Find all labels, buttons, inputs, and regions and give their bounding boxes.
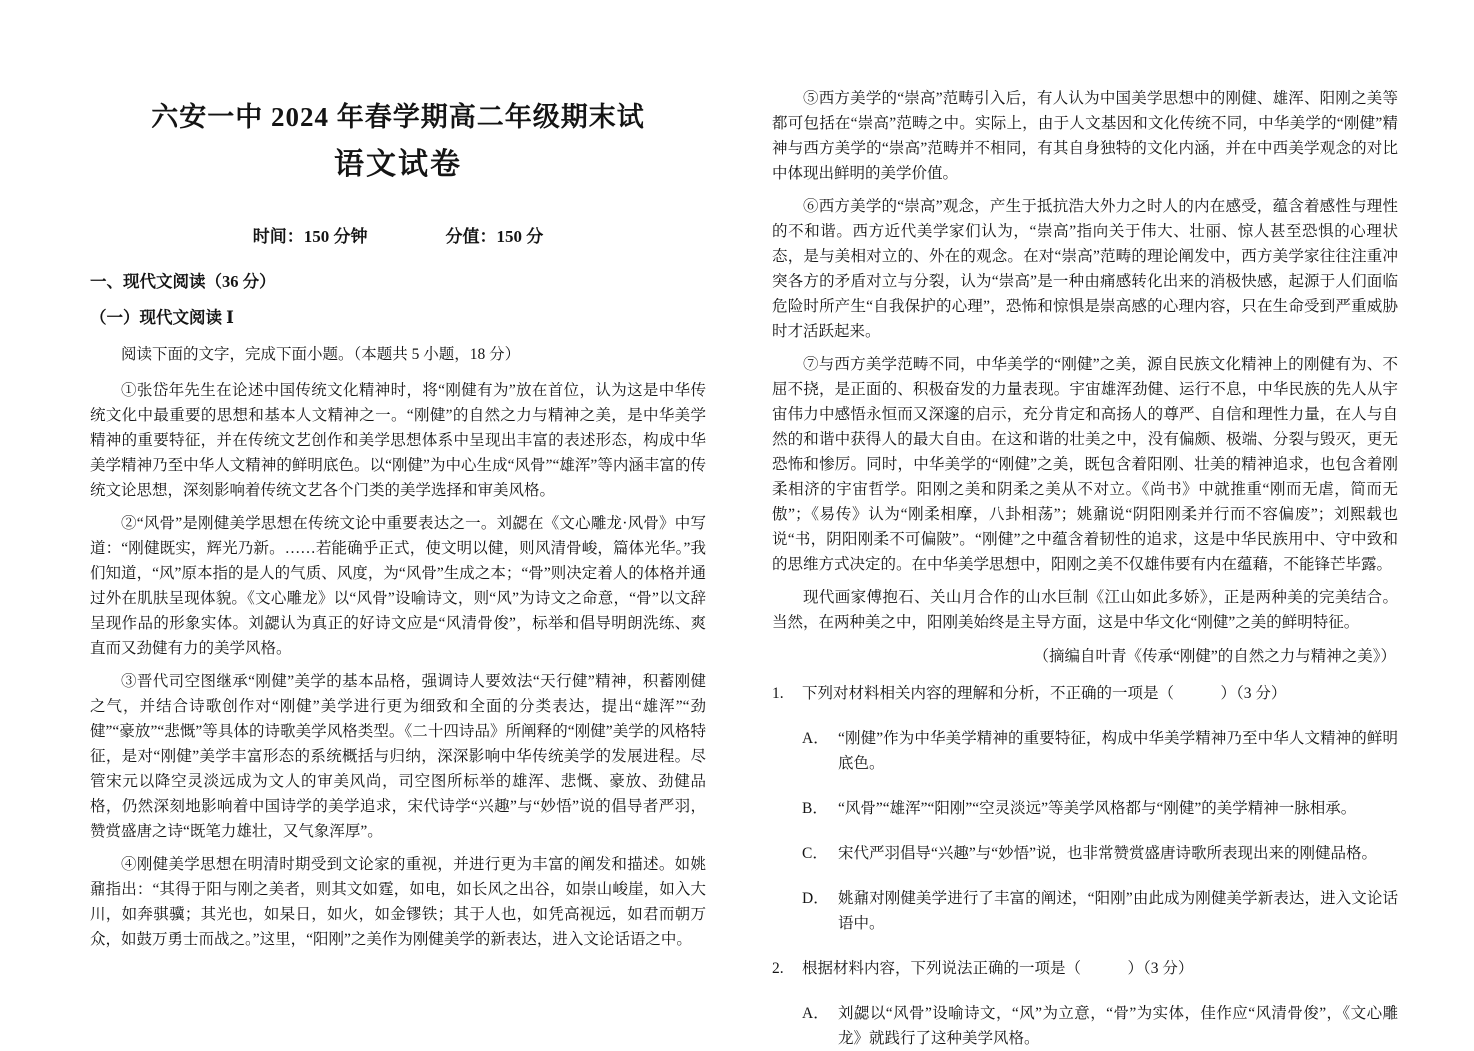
option-d-text: 姚鼐对刚健美学进行了丰富的阐述，“阳刚”由此成为刚健美学新表达，进入文论话语中。 xyxy=(838,890,1398,932)
question-1 xyxy=(772,681,1398,936)
passage-paragraph-6: ⑥西方美学的“崇高”观念，产生于抵抗浩大外力之时人的内在感受，蕴含着感性与理性的不和谐。西方近代美学家们认为，“崇高”指向关于伟大、壮丽、惊人甚至恐惧的心理状态，是与美相对立的、外在的观念。在对“崇高”范畴的理论阐发中，西方美学家往往注重冲突各方的矛盾对立与分裂，认为“崇高”是一种由痛感转化出来的消极快感，起源于人们面临危险时所产生“自我保护的心理”，恐怖和惊惧是崇高感的心理内容，只在生命受到严重威胁时才活跃起来。 xyxy=(772,198,1398,340)
passage-paragraph-1: ①张岱年先生在论述中国传统文化精神时，将“刚健有为”放在首位，认为这是中华传统文化中最重要的思想和基本人文精神之一。“刚健”的自然之力与精神之美，是中华美学精神的重要特征，并在传统文艺创作和美学思想体系中呈现出丰富的表述形态，构成中华美学精神乃至中华人文精神的鲜明底色。以“刚健”为中心生成“风骨”“雄浑”等内涵丰富的传统文论思想，深刻影响着传统文艺各个门类的美学选择和审美风格。 xyxy=(90,382,706,499)
question-1-stem xyxy=(772,681,1398,706)
passage-instruction: 阅读下面的文字，完成下面小题。（本题共 5 小题，18 分） xyxy=(121,346,521,363)
passage-paragraph-4: ④刚健美学思想在明清时期受到文论家的重视，并进行更为丰富的阐发和描述。如姚鼐指出：“其得于阳与刚之美者，则其文如霆，如电，如长风之出谷，如崇山峻崖，如入大川，如奔骐骥；其光也，如杲日，如火，如金镠铁；其于人也，如凭高视远，如君而朝万众，如鼓万勇士而战之。”这里，“阳刚”之美作为刚健美学的新表达，进入文论话语之中。 xyxy=(90,856,706,948)
question-2-stem xyxy=(772,956,1398,981)
passage-paragraph-7: ⑦与西方美学范畴不同，中华美学的“刚健”之美，源自民族文化精神上的刚健有为、不屈不挠，是正面的、积极奋发的力量表现。宇宙雄浑劲健、运行不息，中华民族的先人从宇宙伟力中感悟永恒而又深邃的启示，充分肯定和高扬人的尊严、自信和理性力量，在人与自然的和谐中获得人的最大自由。在这和谐的壮美之中，没有偏颇、极端、分裂与毁灭，更无恐怖和惨厉。同时，中华美学的“刚健”之美，既包含着阳刚、壮美的精神追求，也包含着刚柔相济的宇宙哲学。阳刚之美和阴柔之美从不对立。《尚书》中就推重“刚而无虐，简而无傲”；《易传》认为“刚柔相摩，八卦相荡”；姚鼐说“阴阳刚柔并行而不容偏废”；刘熙载也说“书，阴阳刚柔不可偏陂”。“刚健”之中蕴含着韧性的追求，这是中华民族用中、守中致和的思维方式决定的。在中华美学思想中，阳刚之美不仅雄伟要有内在蕴藉，不能锋芒毕露。 xyxy=(772,356,1398,573)
option-b-label: B． xyxy=(802,800,828,817)
subsection-heading: （一）现代文阅读 Ⅰ xyxy=(90,308,234,327)
option-a-label: A． xyxy=(802,1005,829,1022)
option-c-text: 宋代严羽倡导“兴趣”与“妙悟”说，也非常赞赏盛唐诗歌所表现出来的刚健品格。 xyxy=(838,845,1378,862)
exam-meta-row xyxy=(90,222,706,247)
passage-paragraph-2: ②“风骨”是刚健美学思想在传统文论中重要表达之一。刘勰在《文心雕龙·风骨》中写道：“刚健既实，辉光乃新。……若能确乎正式，使文明以健，则风清骨峻，篇体光华。”我们知道，“风”原本指的是人的气质、风度，为“风骨”生成之本；“骨”则决定着人的体格并通过外在肌肤呈现体貌。《文心雕龙》以“风骨”设喻诗文，则“风”为诗文之命意，“骨”以文辞呈现作品的形象实体。刘勰认为真正的好诗文应是“风清骨俊”，标举和倡导明朗洗练、爽直而又劲健有力的美学风格。 xyxy=(90,515,706,657)
question-1-option-d xyxy=(802,886,1398,936)
passage-attribution: （摘编自叶青《传承“刚健”的自然之力与精神之美》） xyxy=(1033,648,1396,665)
exam-duration: 时间：150 分钟 xyxy=(252,227,368,246)
right-column xyxy=(772,76,1398,1051)
passage-paragraph-3: ③晋代司空图继承“刚健”美学的基本品格，强调诗人要效法“天行健”精神，积蓄刚健之气，并结合诗歌创作对“刚健”美学进行更为细致和全面的分类表达，提出“雄浑”“劲健”“豪放”“悲慨”等具体的诗歌美学风格类型。《二十四诗品》所阐释的“刚健”美学的风格特征，是对“刚健”美学丰富形态的系统概括与归纳，深深影响中华传统美学的发展进程。尽管宋元以降空灵淡远成为文人的审美风尚，司空图所标举的雄浑、悲慨、豪放、劲健品格，仍然深刻地影响着中国诗学的美学追求，宋代诗学“兴趣”与“妙悟”说的倡导者严羽，赞赏盛唐之诗“既笔力雄壮，又气象浑厚”。 xyxy=(90,673,706,840)
question-2-text: 根据材料内容，下列说法正确的一项是（ ）（3 分） xyxy=(802,960,1194,977)
option-a-label: A． xyxy=(802,730,829,747)
exam-title: 六安一中 2024 年春学期高二年级期末试 xyxy=(151,102,645,132)
option-c-label: C． xyxy=(802,845,828,862)
question-1-option-a xyxy=(802,726,1398,776)
option-a-text: “刚健”作为中华美学精神的重要特征，构成中华美学精神乃至中华人文精神的鲜明底色。 xyxy=(838,730,1398,772)
passage-paragraph-5: ⑤西方美学的“崇高”范畴引入后，有人认为中国美学思想中的刚健、雄浑、阳刚之美等都可包括在“崇高”范畴之中。实际上，由于人文基因和文化传统不同，中华美学的“刚健”精神与西方美学的“崇高”范畴并不相同，有其自身独特的文化内涵，并在中西美学观念的对比中体现出鲜明的美学价值。 xyxy=(772,90,1398,182)
section-heading: 一、现代文阅读（36 分） xyxy=(90,272,276,291)
left-column xyxy=(90,76,706,1051)
question-1-option-b xyxy=(802,796,1398,821)
question-2 xyxy=(772,956,1398,1051)
question-1-text: 下列对材料相关内容的理解和分析，不正确的一项是（ ）（3 分） xyxy=(802,685,1287,702)
exam-total-score: 分值：150 分 xyxy=(445,227,544,246)
option-b-text: “风骨”“雄浑”“阳刚”“空灵淡远”等美学风格都与“刚健”的美学精神一脉相承。 xyxy=(838,800,1357,817)
option-d-label: D． xyxy=(802,890,829,907)
question-1-option-c xyxy=(802,841,1398,866)
question-1-number: 1. xyxy=(772,685,784,702)
exam-subtitle: 语文试卷 xyxy=(334,148,462,181)
option-a-text: 刘勰以“风骨”设喻诗文，“风”为立意，“骨”为实体，佳作应“风清骨俊”，《文心雕龙》就践行了这种美学风格。 xyxy=(838,1005,1398,1047)
question-2-number: 2. xyxy=(772,960,784,977)
passage-paragraph-8: 现代画家傅抱石、关山月合作的山水巨制《江山如此多娇》，正是两种美的完美结合。当然，在两种美之中，阳刚美始终是主导方面，这是中华文化“刚健”之美的鲜明特征。 xyxy=(772,589,1398,631)
